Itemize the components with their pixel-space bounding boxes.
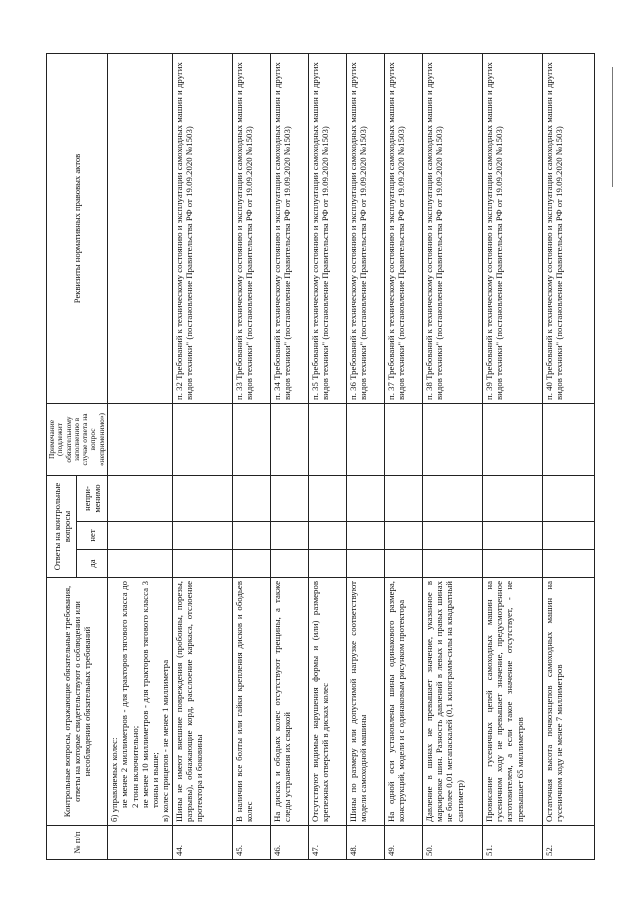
answer-yes-cell[interactable]: [172, 550, 232, 578]
question-line: в) колес прицепов - не менее 1 миллиметра: [160, 659, 171, 822]
answer-yes-cell[interactable]: [232, 550, 270, 578]
header-note: Примечание (подлежит обязательному заполнению в случае ответа на вопрос «неприменимо»): [47, 403, 108, 475]
answer-no-cell[interactable]: [422, 522, 482, 550]
question-line: Отсутствуют видимые нарушения формы и (или) размеров крепежных отверстий в дисках колес: [309, 581, 330, 822]
question-line: В наличии все болты или гайки крепления дисков и ободьев колес: [233, 581, 254, 822]
note-cell[interactable]: [542, 403, 594, 475]
note-cell[interactable]: [308, 403, 346, 475]
table-row: [482, 53, 542, 859]
table-row: [270, 53, 308, 859]
question-line: Шины не имеют внешние повреждения (пробоины, порезы, разрывы), обнажающие корд, расслоение каркаса, отслоение протектора и боковины: [173, 581, 205, 822]
answer-na-cell[interactable]: [172, 475, 232, 521]
legal-reference: п. 34 Требований к техническому состоянию и эксплуатации самоходных машин и других видов техники" (постановление Правительства РФ от 19.09.2020 №1503): [270, 53, 308, 403]
answer-no-cell[interactable]: [232, 522, 270, 550]
table-row: [542, 53, 594, 859]
requirement-question: [346, 578, 384, 826]
question-line: не менее 10 миллиметров - для тракторов тягового класса 3 тонны и выше;: [139, 581, 161, 808]
header-row: [47, 53, 77, 859]
question-line: б) управляемых колес:: [108, 737, 119, 822]
question-line: Провисание гусеничных цепей самоходных машин на гусеничном ходу не превышает значение, предусмотренное изготовителем, а если такое значение отсутствует, - не превышает 65 миллиметров: [483, 581, 525, 822]
answer-no-cell[interactable]: [482, 522, 542, 550]
header-reqs: Реквизиты нормативных правовых актов: [47, 53, 108, 403]
requirement-question: [542, 578, 594, 826]
answer-yes-cell[interactable]: [482, 550, 542, 578]
answer-yes-cell[interactable]: [107, 550, 172, 578]
legal-reference: [107, 53, 172, 403]
answer-yes-cell[interactable]: [422, 550, 482, 578]
answer-no-cell[interactable]: [384, 522, 422, 550]
table-row: [172, 53, 232, 859]
requirement-question: [107, 578, 172, 826]
answer-no-cell[interactable]: [107, 522, 172, 550]
question-line: Шины по размеру или допустимой нагрузке соответствуют модели самоходной машины: [347, 581, 368, 822]
row-number: 44.: [172, 826, 232, 860]
answer-na-cell[interactable]: [270, 475, 308, 521]
table-row: [308, 53, 346, 859]
note-cell[interactable]: [107, 403, 172, 475]
table-body: [107, 53, 594, 859]
legal-reference: п. 38 Требований к техническому состоянию и эксплуатации самоходных машин и других видов техники" (постановление Правительства РФ от 19.09.2020 №1503): [422, 53, 482, 403]
row-number: 47.: [308, 826, 346, 860]
answer-yes-cell[interactable]: [270, 550, 308, 578]
requirement-question: [422, 578, 482, 826]
answer-na-cell[interactable]: [308, 475, 346, 521]
legal-reference: п. 37 Требований к техническому состоянию и эксплуатации самоходных машин и других видов техники" (постановление Правительства РФ от 19.09.2020 №1503): [384, 53, 422, 403]
footer-divider: [612, 67, 613, 187]
answer-yes-cell[interactable]: [542, 550, 594, 578]
answer-no-cell[interactable]: [270, 522, 308, 550]
requirement-question: [482, 578, 542, 826]
legal-reference: п. 36 Требований к техническому состоянию и эксплуатации самоходных машин и других видов техники" (постановление Правительства РФ от 19.09.2020 №1503): [346, 53, 384, 403]
answer-na-cell[interactable]: [346, 475, 384, 521]
row-number: 50.: [422, 826, 482, 860]
legal-reference: п. 40 Требований к техническому состоянию и эксплуатации самоходных машин и других видов техники" (постановление Правительства РФ от 19.09.2020 №1503): [542, 53, 594, 403]
question-line: Остаточная высота почвозацепов самоходных машин на гусеничном ходу не менее 7 миллиметров: [543, 581, 564, 822]
answer-no-cell[interactable]: [308, 522, 346, 550]
question-line: На дисках и ободьях колес отсутствуют трещины, а также следы устранения их сваркой: [271, 581, 292, 822]
note-cell[interactable]: [172, 403, 232, 475]
legal-reference: п. 33 Требований к техническому состоянию и эксплуатации самоходных машин и других видов техники" (постановление Правительства РФ от 19.09.2020 №1503): [232, 53, 270, 403]
row-number: 48.: [346, 826, 384, 860]
table-row: [422, 53, 482, 859]
row-number: 45.: [232, 826, 270, 860]
header-answers: Ответы на контрольные вопросы: [47, 475, 77, 577]
checklist-table: [46, 53, 595, 860]
row-number: 46.: [270, 826, 308, 860]
question-line: На одной оси установлены шины одинакового размера, конструкций, модели и с одинаковым рисунком протектора: [385, 581, 406, 822]
note-cell[interactable]: [482, 403, 542, 475]
header-question: Контрольные вопросы, отражающие обязательные требования, ответы на которые свидетельствуют о соблюдении или несоблюдении обязательных требований: [47, 578, 108, 826]
answer-na-cell[interactable]: [107, 475, 172, 521]
row-number: 51.: [482, 826, 542, 860]
header-yes: да: [77, 550, 107, 578]
legal-reference: п. 39 Требований к техническому состоянию и эксплуатации самоходных машин и других видов техники" (постановление Правительства РФ от 19.09.2020 №1503): [482, 53, 542, 403]
answer-no-cell[interactable]: [542, 522, 594, 550]
row-number: 52.: [542, 826, 594, 860]
question-line: Давление в шинах не превышает значение, указанное в маркировке шин. Разность давлений в левых и правых шинах не более 0,01 мегапаскалей (0,1 килограмм-силы на квадратный сантиметр): [423, 581, 465, 822]
legal-reference: п. 35 Требований к техническому состоянию и эксплуатации самоходных машин и других видов техники" (постановление Правительства РФ от 19.09.2020 №1503): [308, 53, 346, 403]
note-cell[interactable]: [346, 403, 384, 475]
question-line: не менее 2 миллиметров - для тракторов тягового класса до 2 тонн включительно;: [119, 581, 140, 808]
answer-no-cell[interactable]: [172, 522, 232, 550]
answer-na-cell[interactable]: [384, 475, 422, 521]
header-no: нет: [77, 522, 107, 550]
note-cell[interactable]: [270, 403, 308, 475]
table-row: [384, 53, 422, 859]
answer-no-cell[interactable]: [346, 522, 384, 550]
requirement-question: [308, 578, 346, 826]
legal-reference: п. 32 Требований к техническому состоянию и эксплуатации самоходных машин и других видов техники" (постановление Правительства РФ от 19.09.2020 №1503): [172, 53, 232, 403]
header-num: № п/п: [47, 826, 108, 860]
requirement-question: [232, 578, 270, 826]
note-cell[interactable]: [422, 403, 482, 475]
answer-yes-cell[interactable]: [384, 550, 422, 578]
requirement-question: [172, 578, 232, 826]
header-na: непри-менимо: [77, 475, 107, 521]
answer-yes-cell[interactable]: [346, 550, 384, 578]
row-number: 49.: [384, 826, 422, 860]
note-cell[interactable]: [384, 403, 422, 475]
answer-na-cell[interactable]: [482, 475, 542, 521]
table-row: [232, 53, 270, 859]
table-row: [346, 53, 384, 859]
note-cell[interactable]: [232, 403, 270, 475]
table-row: [107, 53, 172, 859]
answer-yes-cell[interactable]: [308, 550, 346, 578]
requirement-question: [384, 578, 422, 826]
answer-na-cell[interactable]: [232, 475, 270, 521]
row-number: [107, 826, 172, 860]
answer-na-cell[interactable]: [542, 475, 594, 521]
answer-na-cell[interactable]: [422, 475, 482, 521]
requirement-question: [270, 578, 308, 826]
